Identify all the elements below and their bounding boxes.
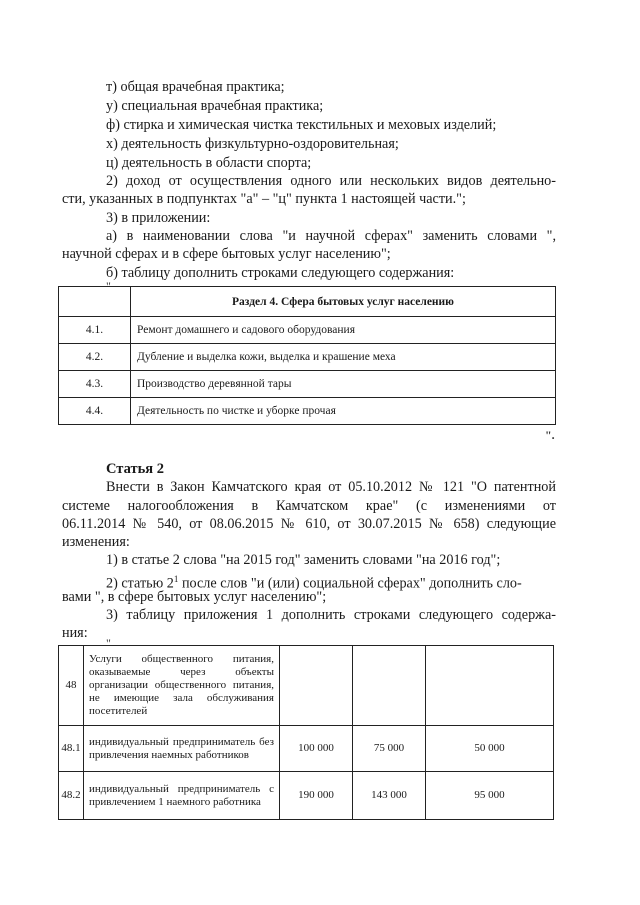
list-item-f: ф) стирка и химическая чистка текстильных и меховых изделий;: [106, 117, 497, 133]
table-row: [59, 371, 556, 398]
header-empty-cell: [59, 287, 131, 317]
article-item-3-line2: ния:: [62, 625, 88, 641]
paragraph-2-line1: 2) доход от осуществления одного или нескольких видов деятельно-: [106, 173, 556, 189]
article-item-2-start: 2) статью 2: [106, 575, 174, 592]
open-quote: ": [106, 279, 111, 293]
value-cell-2: 75 000: [353, 726, 426, 772]
article-heading: Статья 2: [106, 461, 164, 477]
paragraph-b: б) таблицу дополнить строками следующего содержания:: [106, 265, 455, 281]
value-cell-1: 190 000: [280, 772, 353, 820]
row-text: Деятельность по чистке и уборке прочая: [131, 398, 556, 425]
article-text-line4: изменения:: [62, 534, 130, 550]
close-quote: ".: [545, 428, 555, 442]
table-row: [59, 726, 554, 772]
table-row: [59, 398, 556, 425]
paragraph-2-line2: сти, указанных в подпунктах "а" – "ц" пункта 1 настоящей части.";: [62, 191, 466, 207]
value-cell-3: 95 000: [426, 772, 554, 820]
table-row: [59, 646, 554, 726]
value-cell-3: 50 000: [426, 726, 554, 772]
row-number: 48.1: [59, 726, 84, 772]
value-cell-2: 143 000: [353, 772, 426, 820]
row-number: 4.1.: [59, 317, 131, 344]
row-text: Дубление и выделка кожи, выделка и крашение меха: [131, 344, 556, 371]
paragraph-a-line2: научной сферах и в сфере бытовых услуг населению";: [62, 246, 391, 262]
article-item-2-superscript: 1: [173, 574, 179, 584]
section-header: Раздел 4. Сфера бытовых услуг населению: [131, 287, 556, 317]
list-item-ts: ц) деятельность в области спорта;: [106, 155, 312, 171]
row-text: индивидуальный предприниматель без привлечения наемных работников: [84, 726, 280, 772]
table-row: [59, 317, 556, 344]
row-text: Производство деревянной тары: [131, 371, 556, 398]
article-text-line1: Внести в Закон Камчатского края от 05.10.2012 № 121 "О патентной: [106, 479, 556, 495]
list-item-u: у) специальная врачебная практика;: [106, 98, 324, 114]
article-text-line2: системе налогообложения в Камчатском крае" (с изменениями от: [62, 498, 556, 514]
article-item-2-line2: вами ", в сфере бытовых услуг населению";: [62, 589, 327, 605]
row-text: Услуги общественного питания, оказываемые через объекты организации общественного питания, не имеющие зала обслуживания посетителей: [84, 646, 280, 726]
table-header-row: [59, 287, 556, 317]
article-item-1: 1) в статье 2 слова "на 2015 год" заменить словами "на 2016 год";: [106, 552, 501, 568]
value-cell-3: [426, 646, 554, 726]
table-row: [59, 344, 556, 371]
article-item-3-line1: 3) таблицу приложения 1 дополнить строками следующего содержа-: [106, 607, 556, 623]
paragraph-3: 3) в приложении:: [106, 210, 211, 226]
row-number: 48.2: [59, 772, 84, 820]
value-cell-1: [280, 646, 353, 726]
value-cell-1: 100 000: [280, 726, 353, 772]
row-text: индивидуальный предприниматель с привлечением 1 наемного работника: [84, 772, 280, 820]
row-number: 48: [59, 646, 84, 726]
patent-values-table: [58, 645, 554, 820]
article-text-line3: 06.11.2014 № 540, от 08.06.2015 № 610, от 30.07.2015 № 658) следующие: [62, 516, 556, 532]
article-item-2-end: после слов "и (или) социальной сферах" дополнить сло-: [178, 575, 522, 592]
services-table: [58, 286, 556, 425]
list-item-h: х) деятельность физкультурно-оздоровительная;: [106, 136, 399, 152]
row-text: Ремонт домашнего и садового оборудования: [131, 317, 556, 344]
paragraph-a-line1: а) в наименовании слова "и научной сферах" заменить словами ",: [106, 228, 556, 244]
open-quote-2: ": [106, 636, 111, 650]
list-item-t: т) общая врачебная практика;: [106, 79, 285, 95]
value-cell-2: [353, 646, 426, 726]
row-number: 4.4.: [59, 398, 131, 425]
row-number: 4.3.: [59, 371, 131, 398]
table-row: [59, 772, 554, 820]
row-number: 4.2.: [59, 344, 131, 371]
